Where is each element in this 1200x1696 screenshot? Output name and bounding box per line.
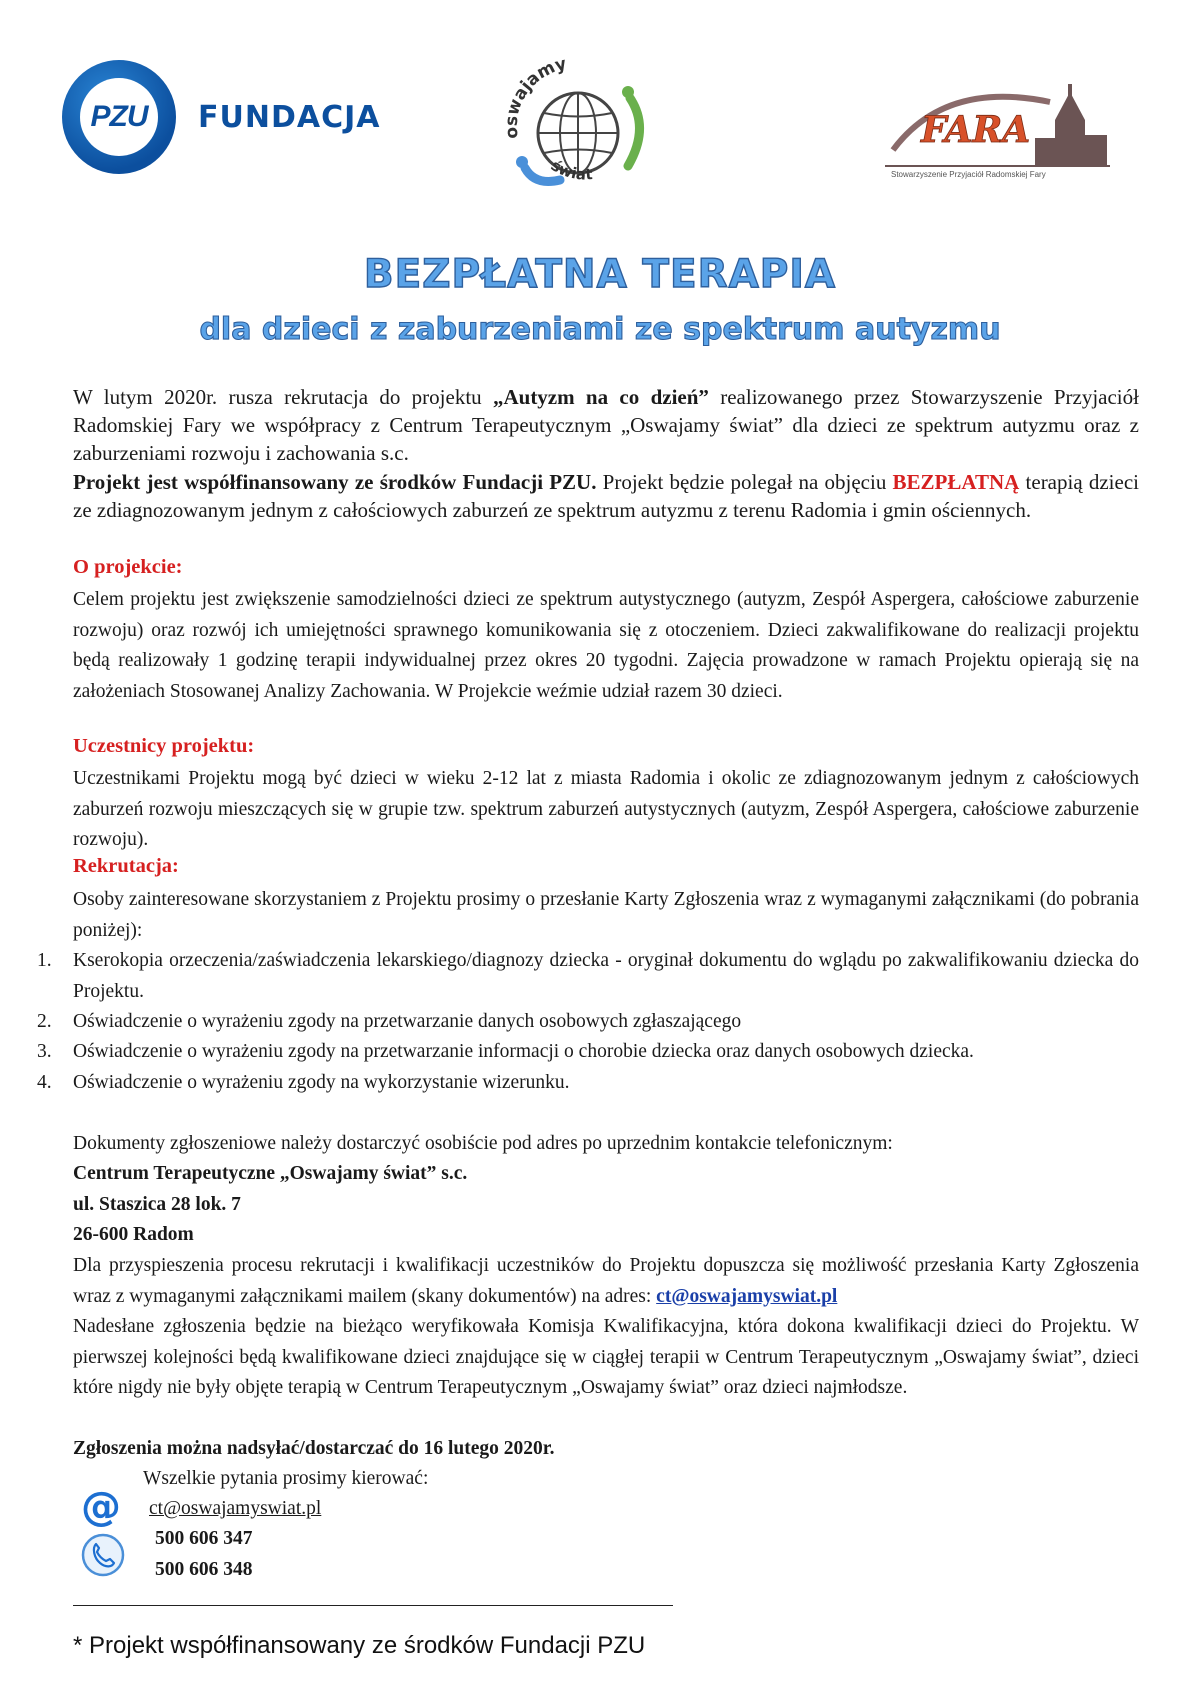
deadline: Zgłoszenia można nadsyłać/dostarczać do 16 lutego 2020r.: [73, 1438, 555, 1459]
fara-church-icon: [885, 80, 1110, 172]
pzu-mark: PZU: [90, 100, 148, 133]
free-highlight: BEZPŁATNĄ: [892, 470, 1020, 494]
footer-divider: [73, 1605, 673, 1606]
address-line-1: Centrum Terapeutyczne „Oswajamy świat” s.c.: [73, 1163, 468, 1184]
list-number: 3.: [37, 1041, 52, 1062]
phone-number-1[interactable]: 500 606 347: [155, 1528, 253, 1549]
page-subtitle: dla dzieci z zaburzeniami ze spektrum autyzmu: [199, 312, 1001, 347]
recruitment-text: Osoby zainteresowane skorzystaniem z Projektu prosimy o przesłanie Karty Zgłoszenia wraz z wymaganymi załącznikami (do pobrania poniżej):: [73, 889, 1139, 941]
footer-note: * Projekt współfinansowany ze środków Fundacji PZU: [73, 1632, 646, 1659]
list-item: Oświadczenie o wyrażeniu zgody na przetwarzanie informacji o chorobie dziecka oraz danych osobowych dziecka.: [73, 1041, 974, 1062]
intro-paragraph-1: W lutym 2020r. rusza rekrutacja do projektu „Autyzm na co dzień” realizowanego przez Stowarzyszenie Przyjaciół Radomskiej Fary we współpracy z Centrum Terapeutycznym „Oswajamy świat” dla dzieci ze spektrum autyzmu oraz z zaburzeniami rozwoju i zachowania s.c.: [73, 385, 1139, 465]
page-title: BEZPŁATNA TERAPIA: [363, 252, 837, 297]
about-text: Celem projektu jest zwiększenie samodzielności dzieci ze spektrum autystycznego (autyzm, Zespół Aspergera, całościowe zaburzenie rozwoju) oraz rozwój ich umiejętności sprawnego komunikowania się z otoczeniem. Dzieci zakwalifikowane do realizacji projektu będą realizowały 1 godzinę terapii indywidualnej przez okres 20 tygodni. Zajęcia prowadzone w ramach Projektu opierają się na założeniach Stosowanej Analizy Zachowania. W Projekcie weźmie udział razem 30 dzieci.: [73, 589, 1139, 702]
contact-email[interactable]: ct@oswajamyswiat.pl: [149, 1498, 322, 1519]
swiat-text: świat: [547, 156, 594, 184]
verification-paragraph: Nadesłane zgłoszenia będzie na bieżąco weryfikowała Komisja Kwalifikacyjna, która dokona kwalifikacji dzieci do Projektu. W pierwszej kolejności będą kwalifikowane dzieci znajdujące się w ciągłej terapii w Centrum Terapeutycznym „Oswajamy świat”, dzieci które nigdy nie były objęte terapią w Centrum Terapeutycznym „Oswajamy świat” oraz dzieci najmłodsze.: [73, 1316, 1139, 1398]
at-icon: @: [81, 1484, 121, 1530]
list-number: 2.: [37, 1011, 52, 1032]
phone-number-2[interactable]: 500 606 348: [155, 1559, 253, 1580]
contact-prompt: Wszelkie pytania prosimy kierować:: [143, 1468, 429, 1489]
phone-icon: [80, 1532, 126, 1578]
list-item: Oświadczenie o wyrażeniu zgody na przetwarzanie danych osobowych zgłaszającego: [73, 1011, 742, 1032]
list-number: 1.: [37, 950, 52, 971]
recruitment-heading: Rekrutacja:: [73, 855, 179, 877]
intro-paragraph-2: Projekt jest współfinansowany ze środków Fundacji PZU. Projekt będzie polegał na objęciu BEZPŁATNĄ terapią dzieci ze zdiagnozowanym jednym z całościowych zaburzeń ze spektrum autyzmu z terenu Radomia i gmin ościennych.: [73, 470, 1139, 522]
fara-logo: [885, 80, 1110, 185]
about-heading: O projekcie:: [73, 556, 183, 578]
list-number: 4.: [37, 1072, 52, 1093]
list-item: Kserokopia orzeczenia/zaświadczenia lekarskiego/diagnozy dziecka - oryginał dokumentu do wglądu po zakwalifikowaniu dziecka do Projektu.: [73, 950, 1139, 1002]
fara-subtitle: Stowarzyszenie Przyjaciół Radomskiej Fary: [891, 170, 1046, 179]
oswajamy-swiat-logo: [500, 58, 660, 193]
pzu-word: FUNDACJA: [198, 100, 381, 135]
list-item: Oświadczenie o wyrażeniu zgody na wykorzystanie wizerunku.: [73, 1072, 570, 1093]
address-line-3: 26-600 Radom: [73, 1224, 194, 1245]
email-link[interactable]: ct@oswajamyswiat.pl: [656, 1285, 838, 1307]
cofinance-statement: Projekt jest współfinansowany ze środków Fundacji PZU.: [73, 470, 597, 494]
participants-text: Uczestnikami Projektu mogą być dzieci w wieku 2-12 lat z miasta Radomia i okolic ze zdiagnozowanym jednym z całościowych zaburzeń rozwoju mieszczących się w grupie tzw. spektrum zaburzeń autystycznych (autyzm, Zespół Aspergera, całościowe zaburzenie rozwoju).: [73, 768, 1139, 850]
mail-paragraph: Dla przyspieszenia procesu rekrutacji i kwalifikacji uczestników do Projektu dopuszcza się możliwość przesłania Karty Zgłoszenia wraz z wymaganymi załącznikami mailem (skany dokumentów) na adres: ct@oswajamyswiat.pl: [73, 1255, 1139, 1307]
globe-icon: [500, 58, 660, 193]
delivery-intro: Dokumenty zgłoszeniowe należy dostarczyć osobiście pod adres po uprzednim kontakcie telefonicznym:: [73, 1133, 893, 1154]
pzu-circle-icon: [62, 60, 176, 174]
project-name: „Autyzm na co dzień”: [492, 385, 709, 409]
participants-heading: Uczestnicy projektu:: [73, 735, 255, 757]
address-line-2: ul. Staszica 28 lok. 7: [73, 1194, 241, 1215]
oswajamy-text: oswajamy: [501, 58, 569, 140]
pzu-fundacja-logo: [62, 60, 381, 175]
fara-word: FARA: [921, 109, 1031, 151]
